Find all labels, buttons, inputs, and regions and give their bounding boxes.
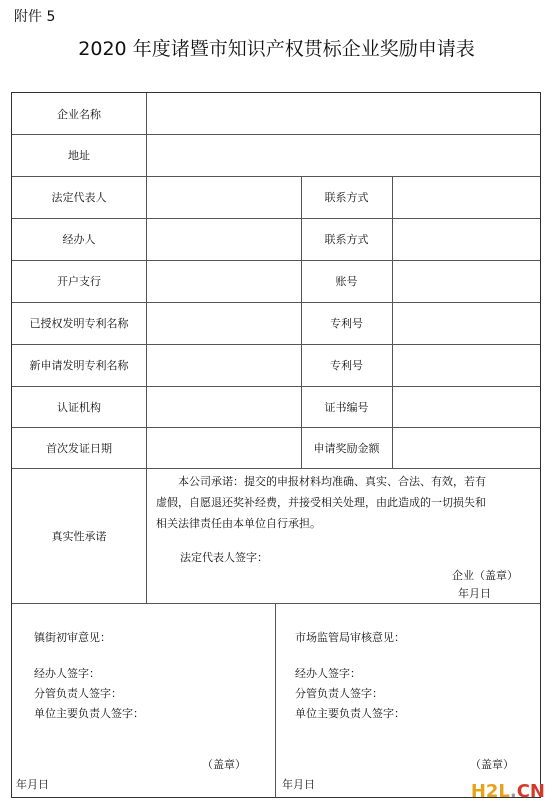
authenticity-statement — [156, 471, 536, 534]
field-bank[interactable] — [146, 260, 301, 302]
market-date: 年月日 — [282, 778, 315, 791]
field-company-name[interactable] — [146, 93, 540, 134]
attachment-label: 附件 5 — [14, 9, 56, 25]
field-contact-1[interactable] — [392, 176, 540, 218]
label-contact-2: 联系方式 — [324, 233, 369, 246]
town-supervisor-sign: 分管负责人签字： — [34, 687, 122, 700]
statement-line-2: 虚假，自愿退还奖补经费，并接受相关处理，由此造成的一切损失和 — [156, 496, 486, 509]
field-handler[interactable] — [146, 218, 301, 260]
label-company-name: 企业名称 — [57, 107, 101, 121]
company-seal: 企业（盖章） — [452, 569, 518, 582]
label-first-cert-date: 首次发证日期 — [46, 441, 112, 455]
town-handler-sign: 经办人签字： — [34, 667, 100, 680]
field-first-cert-date[interactable] — [146, 427, 301, 468]
field-authorized-patent[interactable] — [146, 302, 301, 344]
field-cert-org[interactable] — [146, 386, 301, 427]
field-legal-rep[interactable] — [146, 176, 301, 218]
label-legal-rep: 法定代表人 — [51, 191, 107, 204]
label-bank: 开户支行 — [57, 275, 101, 288]
market-seal: （盖章） — [470, 758, 514, 771]
label-handler: 经办人 — [62, 233, 96, 246]
field-applied-patent[interactable] — [146, 344, 301, 386]
field-account[interactable] — [392, 260, 540, 302]
market-opinion-title: 市场监管局审核意见： — [295, 631, 405, 644]
town-seal: （盖章） — [202, 758, 246, 771]
statement-date: 年月日 — [458, 587, 491, 600]
watermark-h2l: H2L — [470, 781, 510, 802]
label-address: 地址 — [68, 149, 90, 162]
label-account: 账号 — [335, 275, 358, 288]
label-patent-no-1: 专利号 — [330, 317, 363, 330]
statement-line-1: 本公司承诺：提交的申报材料均准确、真实、合法、有效，若有 — [178, 475, 486, 488]
watermark-cn: CN — [516, 781, 545, 802]
field-patent-no-1[interactable] — [392, 302, 540, 344]
town-opinion-title: 镇街初审意见： — [34, 631, 111, 644]
application-form — [11, 92, 541, 798]
field-contact-2[interactable] — [392, 218, 540, 260]
watermark-dot: . — [509, 781, 517, 802]
field-patent-no-2[interactable] — [392, 344, 540, 386]
market-head-sign: 单位主要负责人签字： — [295, 707, 405, 720]
town-head-sign: 单位主要负责人签字： — [34, 707, 144, 720]
label-contact-1: 联系方式 — [324, 191, 369, 204]
field-address[interactable] — [146, 134, 540, 176]
label-patent-no-2: 专利号 — [330, 359, 363, 372]
statement-line-3: 相关法律责任由本单位自行承担。 — [156, 517, 321, 530]
site-watermark — [471, 781, 545, 802]
label-cert-org: 认证机构 — [57, 400, 101, 414]
label-cert-no: 证书编号 — [324, 400, 369, 414]
town-date: 年月日 — [16, 778, 49, 791]
field-cert-no[interactable] — [392, 386, 540, 427]
legal-rep-signature: 法定代表人签字： — [180, 551, 268, 564]
market-supervisor-sign: 分管负责人签字： — [295, 687, 383, 700]
form-title: 2020 年度诸暨市知识产权贯标企业奖励申请表 — [78, 38, 475, 60]
label-award-amount: 申请奖励金额 — [313, 441, 380, 455]
label-applied-patent: 新申请发明专利名称 — [29, 359, 129, 372]
label-authorized-patent: 已授权发明专利名称 — [29, 317, 129, 330]
label-authenticity: 真实性承诺 — [51, 529, 107, 543]
market-handler-sign: 经办人签字： — [295, 667, 361, 680]
field-award-amount[interactable] — [392, 427, 540, 468]
